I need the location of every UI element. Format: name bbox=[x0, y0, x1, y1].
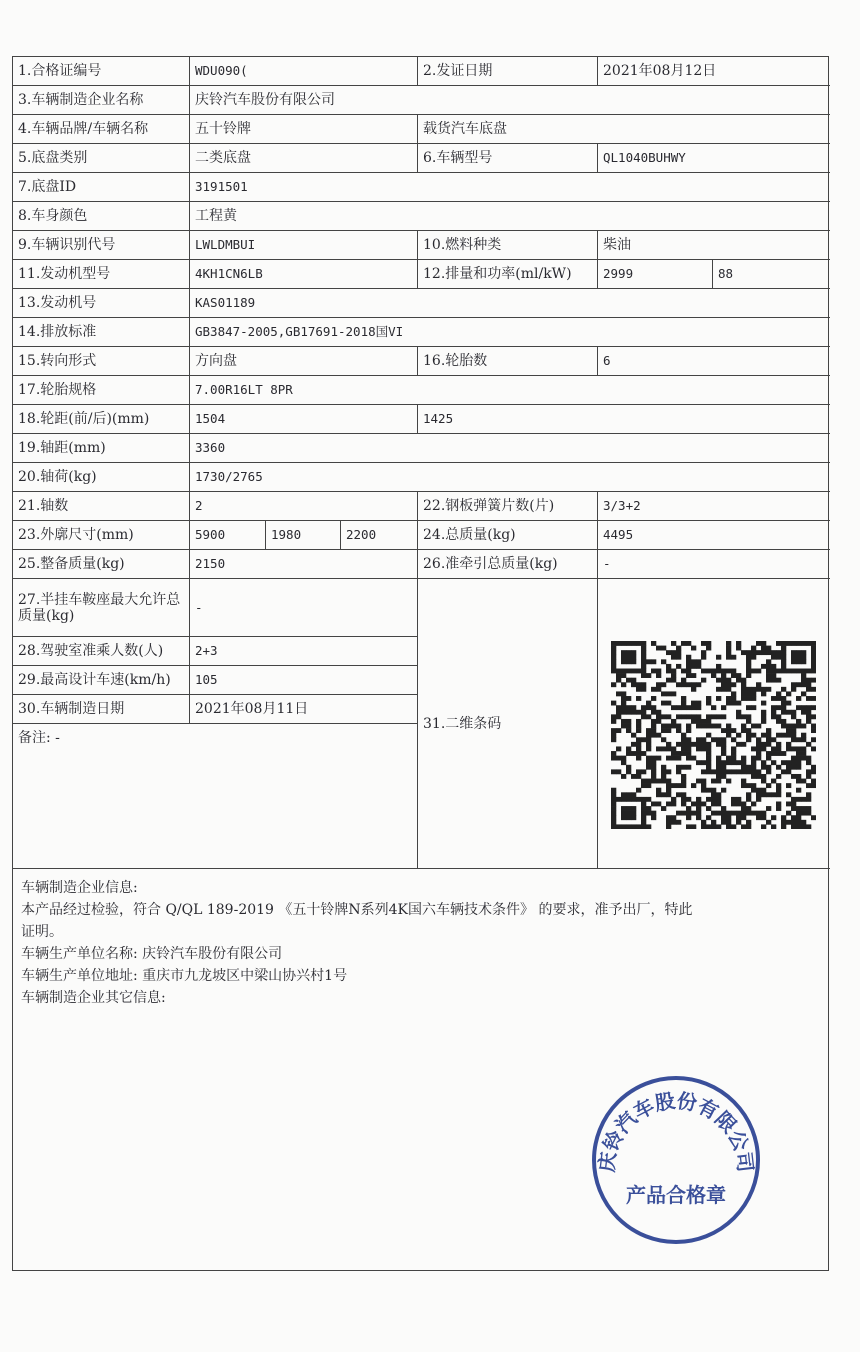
field-value: 2200 bbox=[341, 521, 418, 550]
field-value: 4495 bbox=[598, 521, 830, 550]
field-label: 8.车身颜色 bbox=[13, 202, 190, 231]
field-label: 24.总质量(kg) bbox=[418, 521, 598, 550]
field-label: 10.燃料种类 bbox=[418, 231, 598, 260]
field-value: - bbox=[598, 550, 830, 579]
field-label: 7.底盘ID bbox=[13, 173, 190, 202]
manufacturer-info bbox=[21, 877, 821, 1009]
field-label: 15.转向形式 bbox=[13, 347, 190, 376]
field-label: 1.合格证编号 bbox=[13, 57, 190, 86]
field-label: 23.外廓尺寸(mm) bbox=[13, 521, 190, 550]
field-value: 二类底盘 bbox=[190, 144, 418, 173]
field-value: 105 bbox=[190, 666, 418, 695]
seal-bottom-text: 产品合格章 bbox=[626, 1183, 726, 1207]
field-label: 22.钢板弹簧片数(片) bbox=[418, 492, 598, 521]
field-value: 方向盘 bbox=[190, 347, 418, 376]
info-line: 车辆生产单位名称: 庆铃汽车股份有限公司 bbox=[21, 946, 283, 962]
seal-top-text: 庆铃汽车股份有限公司 bbox=[594, 1088, 758, 1174]
field-value: 1730/2765 bbox=[190, 463, 830, 492]
field-value: 2021年08月12日 bbox=[598, 57, 830, 86]
field-value: 工程黄 bbox=[190, 202, 830, 231]
field-value: - bbox=[190, 579, 418, 637]
field-value: 6 bbox=[598, 347, 830, 376]
field-label: 12.排量和功率(ml/kW) bbox=[418, 260, 598, 289]
field-value: 7.00R16LT 8PR bbox=[190, 376, 830, 405]
remarks: 备注: - bbox=[13, 724, 418, 869]
field-label: 25.整备质量(kg) bbox=[13, 550, 190, 579]
field-label: 18.轮距(前/后)(mm) bbox=[13, 405, 190, 434]
field-value: GB3847-2005,GB17691-2018国VI bbox=[190, 318, 830, 347]
field-label: 4.车辆品牌/车辆名称 bbox=[13, 115, 190, 144]
field-label: 29.最高设计车速(km/h) bbox=[13, 666, 190, 695]
field-label: 28.驾驶室准乘人数(人) bbox=[13, 637, 190, 666]
field-value: 2150 bbox=[190, 550, 418, 579]
info-line: 车辆制造企业其它信息: bbox=[21, 990, 166, 1006]
field-value: 3191501 bbox=[190, 173, 830, 202]
field-label: 27.半挂车鞍座最大允许总质量(kg) bbox=[13, 579, 190, 637]
field-label: 30.车辆制造日期 bbox=[13, 695, 190, 724]
field-label: 31.二维条码 bbox=[418, 579, 598, 869]
info-line: 车辆制造企业信息: bbox=[21, 880, 138, 896]
field-label: 19.轴距(mm) bbox=[13, 434, 190, 463]
field-label: 16.轮胎数 bbox=[418, 347, 598, 376]
field-label: 14.排放标准 bbox=[13, 318, 190, 347]
field-label: 26.准牵引总质量(kg) bbox=[418, 550, 598, 579]
field-label: 3.车辆制造企业名称 bbox=[13, 86, 190, 115]
field-label: 2.发证日期 bbox=[418, 57, 598, 86]
field-value: 1980 bbox=[266, 521, 341, 550]
field-label: 5.底盘类别 bbox=[13, 144, 190, 173]
field-value: 载货汽车底盘 bbox=[418, 115, 830, 144]
field-value: 庆铃汽车股份有限公司 bbox=[190, 86, 830, 115]
field-value: 1425 bbox=[418, 405, 830, 434]
company-seal bbox=[590, 1074, 762, 1246]
field-label: 21.轴数 bbox=[13, 492, 190, 521]
field-value: 2 bbox=[190, 492, 418, 521]
field-label: 17.轮胎规格 bbox=[13, 376, 190, 405]
info-line: 证明。 bbox=[21, 924, 63, 940]
info-line: 本产品经过检验，符合 Q/QL 189-2019 《五十铃牌N系列4K国六车辆技术条件》 的要求，准予出厂，特此 bbox=[21, 902, 693, 918]
field-value: KAS01189 bbox=[190, 289, 830, 318]
field-value: 2999 bbox=[598, 260, 713, 289]
field-value: 2+3 bbox=[190, 637, 418, 666]
field-label: 11.发动机型号 bbox=[13, 260, 190, 289]
field-label: 13.发动机号 bbox=[13, 289, 190, 318]
field-label: 6.车辆型号 bbox=[418, 144, 598, 173]
spec-table bbox=[13, 57, 828, 746]
field-value: 1504 bbox=[190, 405, 418, 434]
qr-code bbox=[611, 641, 816, 829]
field-value: 3360 bbox=[190, 434, 830, 463]
field-value: 柴油 bbox=[598, 231, 830, 260]
field-value: 4KH1CN6LB bbox=[190, 260, 418, 289]
field-value: QL1040BUHWY bbox=[598, 144, 830, 173]
field-label: 20.轴荷(kg) bbox=[13, 463, 190, 492]
field-value: 3/3+2 bbox=[598, 492, 830, 521]
field-value: 2021年08月11日 bbox=[190, 695, 418, 724]
info-line: 车辆生产单位地址: 重庆市九龙坡区中梁山协兴村1号 bbox=[21, 968, 348, 984]
field-label: 9.车辆识别代号 bbox=[13, 231, 190, 260]
field-value: 5900 bbox=[190, 521, 266, 550]
field-value: LWLDMBUI bbox=[190, 231, 418, 260]
field-value: WDU090( bbox=[190, 57, 418, 86]
field-value: 五十铃牌 bbox=[190, 115, 418, 144]
field-value: 88 bbox=[713, 260, 830, 289]
